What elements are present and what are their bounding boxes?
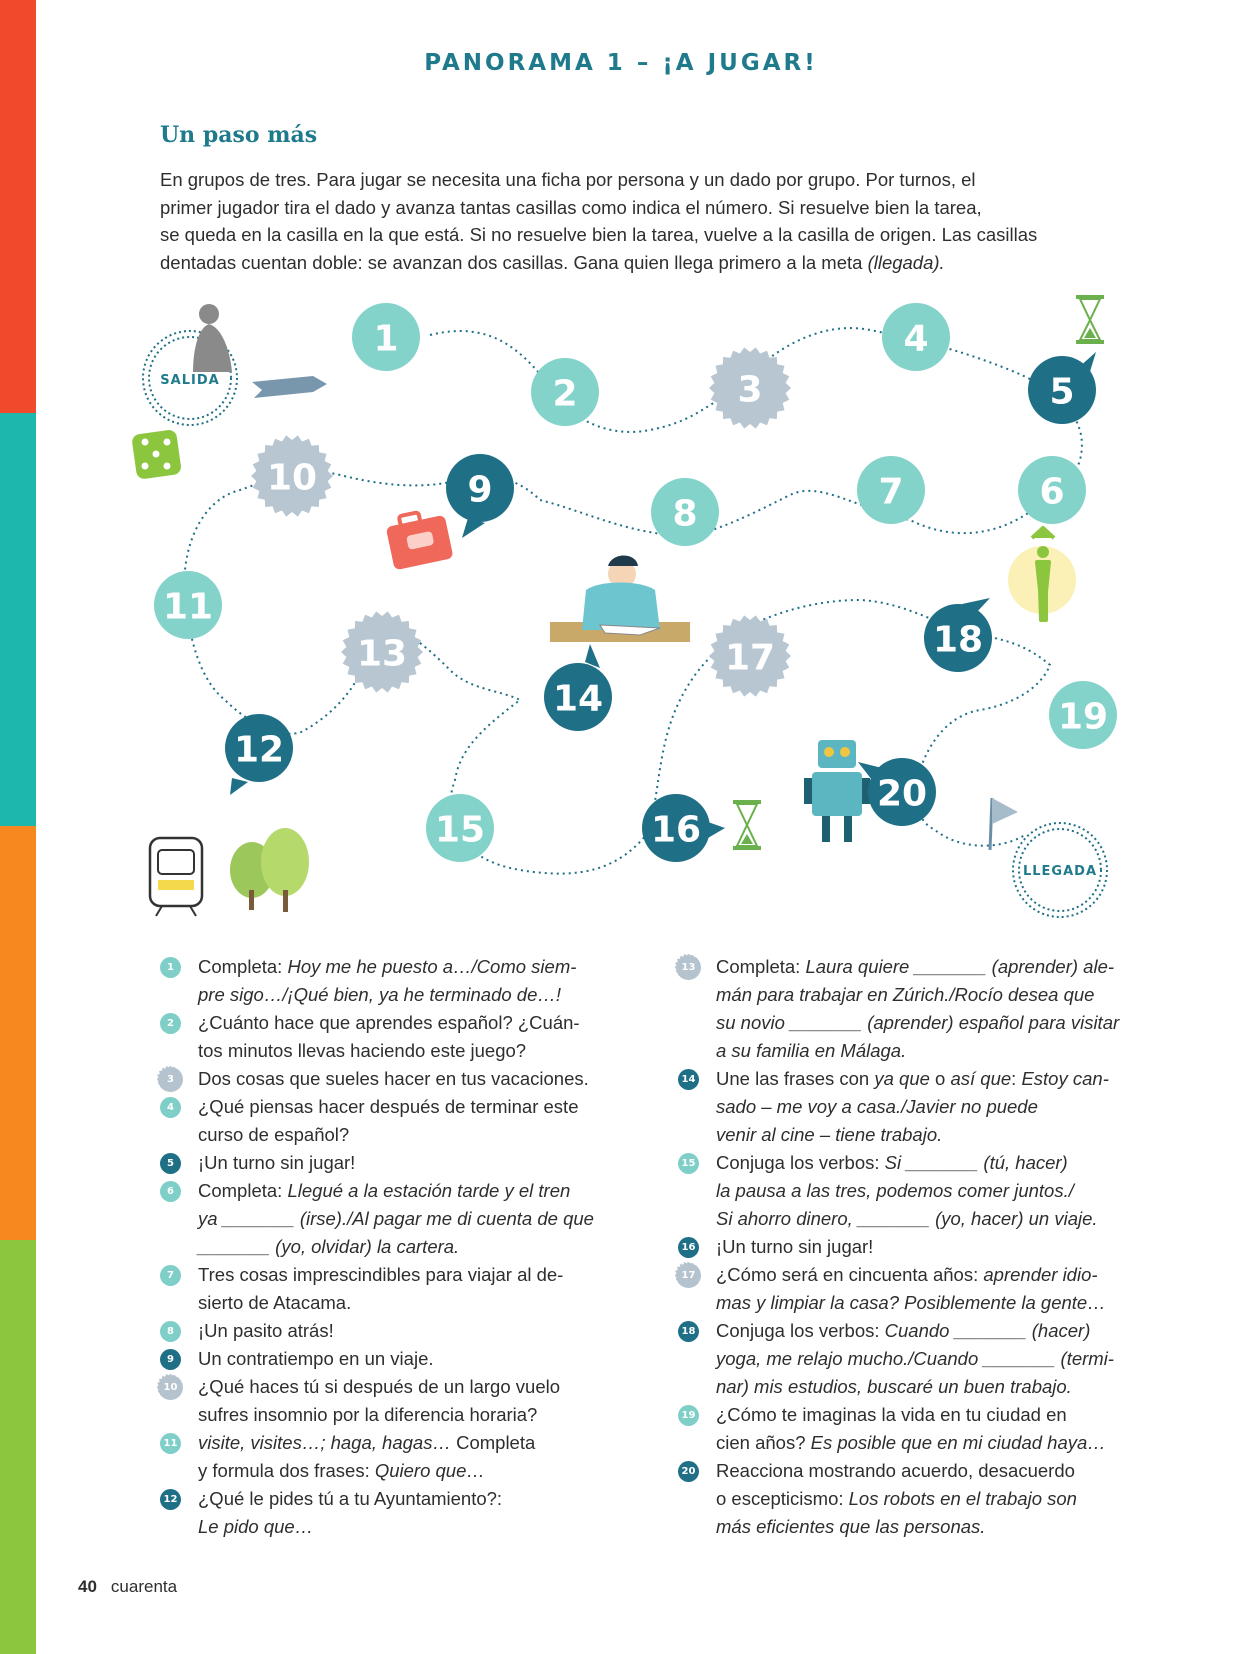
hourglass-icon (733, 800, 761, 850)
hourglass-icon (1076, 295, 1104, 344)
task-number-badge: 17 (678, 1265, 699, 1286)
board-tile-8 (651, 478, 719, 546)
task-text: Le pido que… (198, 1516, 314, 1537)
task-number-badge: 12 (160, 1489, 181, 1510)
task-number-badge: 15 (678, 1153, 699, 1174)
task-item (160, 953, 640, 1009)
task-text: sufres insomnio por la diferencia horaria? (198, 1404, 538, 1425)
board-tile-number: 13 (356, 633, 408, 675)
task-text: mas y limpiar la casa? Posiblemente la gente… (716, 1292, 1106, 1313)
board-tile-9 (446, 454, 514, 538)
board-tile-number: 6 (1039, 471, 1065, 513)
task-item (160, 1009, 640, 1065)
board-tile-number: 9 (467, 469, 493, 511)
task-item (678, 953, 1158, 1065)
task-text: mán para trabajar en Zúrich./Rocío desea que (716, 984, 1095, 1005)
task-text: más eficientes que las personas. (716, 1516, 986, 1537)
flag-icon (990, 798, 1018, 850)
task-text: Completa: Hoy me he puesto a…/Como siem- (198, 956, 577, 977)
task-number-badge: 4 (160, 1097, 181, 1118)
suitcase-icon (384, 507, 454, 570)
board-tile-number: 3 (737, 369, 763, 411)
task-number-badge: 2 (160, 1013, 181, 1034)
task-number-badge: 8 (160, 1321, 181, 1342)
task-text: ¿Qué le pides tú a tu Ayuntamiento?: (198, 1488, 503, 1509)
task-text: ¡Un turno sin jugar! (716, 1236, 874, 1257)
task-text: ¡Un pasito atrás! (198, 1320, 334, 1341)
board-tile-number: 1 (373, 318, 399, 360)
board-tile-number: 5 (1049, 371, 1075, 413)
task-text: o escepticismo: Los robots en el trabajo son (716, 1488, 1077, 1509)
task-number-badge: 18 (678, 1321, 699, 1342)
task-number-badge: 11 (160, 1433, 181, 1454)
task-item (160, 1345, 640, 1373)
task-number-badge: 14 (678, 1069, 699, 1090)
task-number-badge: 10 (160, 1377, 181, 1398)
board-tile-2 (531, 358, 599, 426)
task-item (160, 1485, 640, 1541)
task-list-right (678, 953, 1158, 1541)
board-tile-20 (858, 758, 936, 826)
task-text: y formula dos frases: Quiero que… (198, 1460, 485, 1481)
task-list-left (160, 953, 640, 1541)
board-tile-number: 8 (672, 493, 698, 535)
task-text: Conjuga los verbos: Si _______ (tú, hacer) (716, 1152, 1068, 1173)
task-text: nar) mis estudios, buscaré un buen trabajo. (716, 1376, 1072, 1397)
board-tile-4 (882, 303, 950, 371)
intro-line: primer jugador tira el dado y avanza tantas casillas como indica el número. Si resuelve bien la tarea, (160, 196, 982, 218)
board-tile-number: 10 (266, 457, 318, 499)
board-tile-number: 7 (878, 471, 904, 513)
pawn-icon (193, 304, 232, 372)
task-number-badge: 3 (160, 1069, 181, 1090)
board-tile-10 (251, 435, 333, 516)
task-text: Une las frases con ya que o así que: Estoy can- (716, 1068, 1109, 1089)
board-tile-number: 18 (932, 619, 984, 661)
task-text: ¿Cuánto hace que aprendes español? ¿Cuán- (198, 1012, 580, 1033)
board-tile-7 (857, 456, 925, 524)
board-tile-3 (709, 347, 791, 428)
intro-line-text: dentadas cuentan doble: se avanzan dos casillas. Gana quien llega primero a la meta (160, 251, 863, 273)
page-word: cuarenta (110, 1577, 178, 1596)
dice-icon (131, 429, 182, 480)
section-subtitle: Un paso más (160, 122, 318, 148)
task-text: pre sigo…/¡Qué bien, ya he terminado de…! (198, 984, 561, 1005)
board-tile-number: 2 (552, 373, 578, 415)
task-text: Un contratiempo en un viaje. (198, 1348, 434, 1369)
task-text: a su familia en Málaga. (716, 1040, 907, 1061)
task-item (678, 1261, 1158, 1317)
task-item (678, 1401, 1158, 1457)
trees-icon (230, 828, 309, 912)
game-board (0, 290, 1242, 930)
robot-icon (804, 740, 870, 842)
task-text: venir al cine – tiene trabajo. (716, 1124, 943, 1145)
task-item (678, 1317, 1158, 1401)
stripe-green (0, 1240, 36, 1654)
task-text: Conjuga los verbos: Cuando _______ (hacer) (716, 1320, 1091, 1341)
task-number-badge: 20 (678, 1461, 699, 1482)
board-tile-number: 4 (903, 318, 929, 360)
start-label: SALIDA (160, 373, 220, 388)
board-tile-number: 17 (724, 637, 776, 679)
board-tile-11 (154, 571, 222, 639)
board-tile-13 (341, 611, 423, 692)
task-text: tos minutos llevas haciendo este juego? (198, 1040, 527, 1061)
board-tile-number: 14 (552, 678, 604, 720)
board-tile-6 (1018, 456, 1086, 524)
page-number: 40 (78, 1577, 97, 1596)
task-text: cien años? Es posible que en mi ciudad haya… (716, 1432, 1106, 1453)
task-item (678, 1233, 1158, 1261)
task-text: yoga, me relajo mucho./Cuando _______ (termi- (716, 1348, 1114, 1369)
task-item (160, 1261, 640, 1317)
task-item (160, 1429, 640, 1485)
page-title: PANORAMA 1 – ¡A JUGAR! (424, 50, 818, 76)
intro-line (160, 249, 1120, 277)
task-text: curso de español? (198, 1124, 350, 1145)
task-text: ¿Cómo será en cincuenta años: aprender idio- (716, 1264, 1098, 1285)
task-text: Completa: Llegué a la estación tarde y el tren (198, 1180, 571, 1201)
board-tile-number: 20 (876, 773, 928, 815)
board-tile-14 (544, 644, 612, 731)
task-item (160, 1149, 640, 1177)
task-text: sado – me voy a casa./Javier no puede (716, 1096, 1038, 1117)
task-number-badge: 1 (160, 957, 181, 978)
task-number-badge: 13 (678, 957, 699, 978)
finish-circle (1013, 823, 1107, 917)
task-number-badge: 7 (160, 1265, 181, 1286)
task-text: la pausa a las tres, podemos comer juntos./ (716, 1180, 1074, 1201)
task-text: ¿Qué haces tú si después de un largo vuelo (198, 1376, 561, 1397)
task-text: Si ahorro dinero, _______ (yo, hacer) un viaje. (716, 1208, 1098, 1229)
intro-line: En grupos de tres. Para jugar se necesita una ficha por persona y un dado por grupo. Por turnos, el (160, 169, 976, 190)
board-tile-12 (225, 714, 293, 795)
intro-paragraph (160, 166, 1120, 276)
task-item (678, 1149, 1158, 1233)
board-tile-number: 11 (162, 586, 214, 628)
page-footer (78, 1577, 177, 1597)
tram-icon (150, 838, 202, 916)
finish-label: LLEGADA (1022, 864, 1098, 879)
task-text: sierto de Atacama. (198, 1292, 352, 1313)
task-text: visite, visites…; haga, hagas… Completa (198, 1432, 536, 1453)
board-tile-1 (352, 303, 420, 371)
task-item (678, 1457, 1158, 1541)
task-item (160, 1093, 640, 1149)
board-tile-16 (642, 794, 725, 862)
arrow-icon (252, 376, 327, 398)
board-tile-15 (426, 794, 494, 862)
board-tile-number: 12 (233, 729, 285, 771)
task-text: Completa: Laura quiere _______ (aprender) ale- (716, 956, 1115, 977)
task-number-badge: 6 (160, 1181, 181, 1202)
task-text: ¿Qué piensas hacer después de terminar este (198, 1096, 579, 1117)
board-tile-18 (924, 598, 992, 672)
task-text: Reacciona mostrando acuerdo, desacuerdo (716, 1460, 1075, 1481)
task-text: Dos cosas que sueles hacer en tus vacaciones. (198, 1068, 589, 1089)
task-item (160, 1177, 640, 1261)
intro-line: se queda en la casilla en la que está. Si no resuelve bien la tarea, vuelve a la casilla de origen. Las casillas (160, 224, 1038, 245)
task-item (160, 1065, 640, 1093)
board-tile-19 (1049, 681, 1117, 749)
intro-italic: (llegada). (867, 251, 945, 273)
task-number-badge: 19 (678, 1405, 699, 1426)
task-number-badge: 16 (678, 1237, 699, 1258)
board-tile-5 (1028, 352, 1096, 424)
task-number-badge: 9 (160, 1349, 181, 1370)
yoga-icon (1008, 528, 1076, 620)
task-item (678, 1065, 1158, 1149)
man-drawing-icon (550, 556, 690, 643)
task-item (160, 1317, 640, 1345)
task-text: _______ (yo, olvidar) la cartera. (198, 1236, 460, 1257)
task-text: Tres cosas imprescindibles para viajar al de- (198, 1264, 564, 1285)
board-tile-number: 19 (1057, 696, 1109, 738)
board-tile-17 (709, 615, 791, 696)
task-text: ¡Un turno sin jugar! (198, 1152, 356, 1173)
task-text: su novio _______ (aprender) español para visitar (716, 1012, 1120, 1033)
board-tile-number: 16 (650, 809, 702, 851)
task-number-badge: 5 (160, 1153, 181, 1174)
task-text: ya _______ (irse)./Al pagar me di cuenta de que (198, 1208, 594, 1229)
task-item (160, 1373, 640, 1429)
board-tile-number: 15 (434, 809, 486, 851)
task-text: ¿Cómo te imaginas la vida en tu ciudad en (716, 1404, 1067, 1425)
